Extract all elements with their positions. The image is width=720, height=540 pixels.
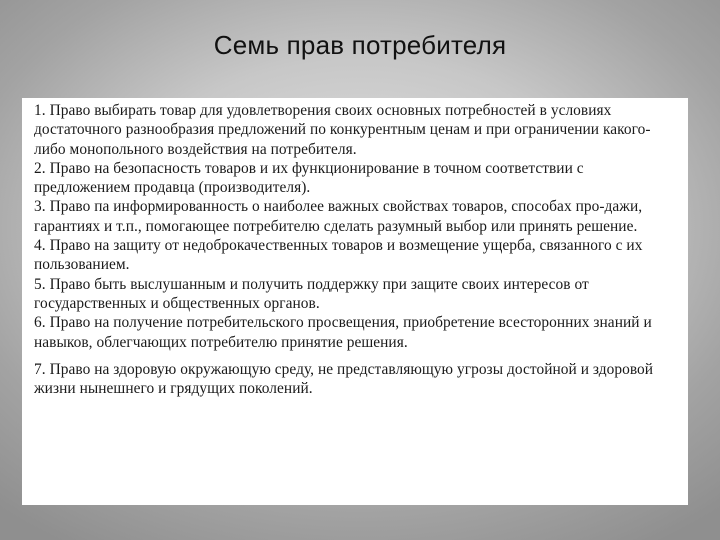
right-text-4: Право на защиту от недоброкачественных товаров и возмещение ущерба, связанного с их пользованием. [34,237,643,274]
right-number-6: 6. [34,314,46,332]
right-item-5 [34,275,680,314]
right-text-2: Право на безопасность товаров и их функционирование в точном соответствии с предложением продавца (производителя). [34,159,584,197]
right-item-7 [34,360,680,399]
rights-text-box [22,98,688,505]
right-number-1: 1. [34,102,46,119]
right-text-7: Право на здоровую окружающую среду, не представляющую угрозы достойной и здоровой жизни нынешнего и грядущих поколений. [34,360,654,398]
right-item-3 [34,197,680,236]
right-number-7: 7. [34,360,46,378]
right-item-4 [34,236,680,275]
right-text-1: Право выбирать товар для удовлетворения своих основных потребностей в условиях достаточного разнообразия предложений по конкурентным ценам и при ограничении какого-либо монопольного воздействия на потребителя. [34,102,651,158]
right-text-5: Право быть выслушанным и получить поддержку при защите своих интересов от государственных и общественных органов. [34,275,589,312]
right-text-6: Право на получение потребительского просвещения, приобретение всесторонних знаний и навыков, облегчающих потребителю принятие решения. [34,314,652,351]
right-item-2 [34,159,680,198]
right-item-6 [34,313,680,352]
right-number-4: 4. [34,237,46,255]
slide-title: Семь прав потребителя [213,30,507,60]
right-number-5: 5. [34,275,46,293]
right-item-1 [34,101,680,159]
right-number-3: 3. [34,198,46,216]
right-text-3: Право па информированность о наиболее важных свойствах товаров, способах про-дажи, гарантиях и т.п., помогающее потребителю сделать разумный выбор или принять решение. [34,198,643,235]
right-number-2: 2. [34,159,46,177]
